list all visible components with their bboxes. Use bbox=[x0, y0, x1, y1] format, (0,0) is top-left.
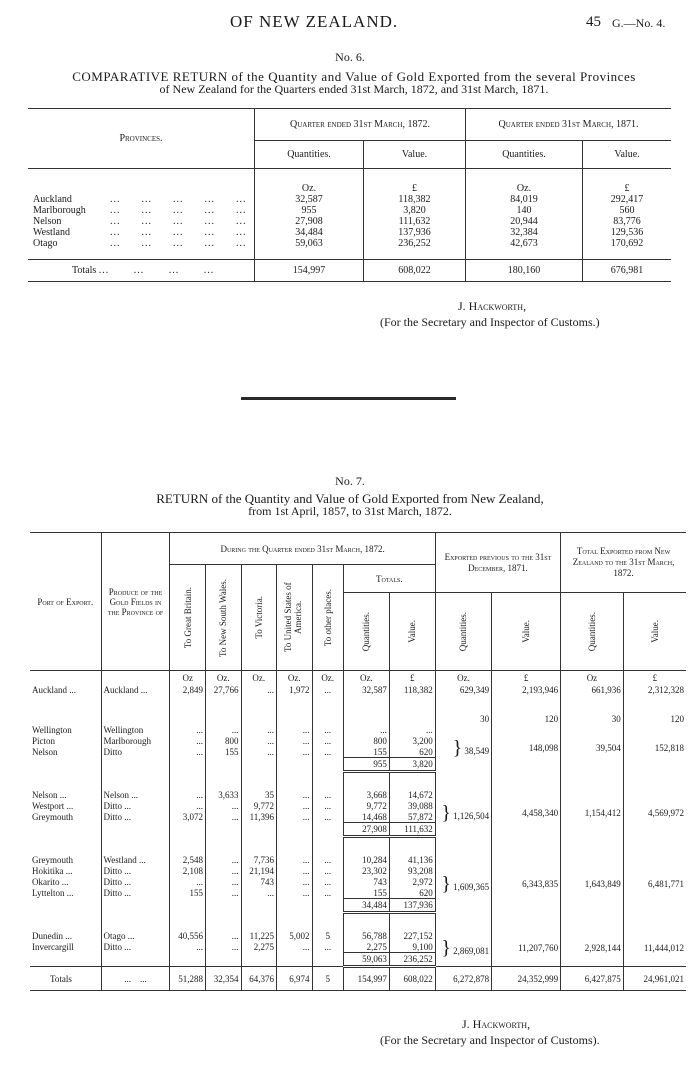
table1-q1: 27,908 bbox=[255, 216, 364, 227]
table2-group-spacer bbox=[30, 837, 686, 855]
table2-row bbox=[30, 931, 686, 942]
table2-subtotal-v: 236,252 bbox=[389, 953, 435, 967]
table2-unit-tot-v: £ bbox=[652, 672, 658, 683]
table2-province: Ditto ... bbox=[101, 866, 170, 877]
table2-cell-q: 10,284 bbox=[343, 855, 389, 866]
table1-col-value-2: Value. bbox=[583, 141, 672, 169]
table2-port: Invercargill bbox=[30, 942, 101, 953]
table2-cell-nsw: ... bbox=[205, 812, 241, 823]
table2-port: Westport ... bbox=[30, 801, 101, 812]
table2-title-line1: RETURN of the Quantity and Value of Gold Exported from New Zealand, bbox=[156, 491, 544, 506]
table2-col-prev-quantities: Quantities. bbox=[435, 593, 491, 671]
table2-cell-usa: ... bbox=[277, 747, 313, 758]
table2-cell-vic: 11,225 bbox=[241, 931, 277, 942]
table2-port: Wellington bbox=[30, 725, 101, 736]
table2-cell-gb: 155 bbox=[170, 888, 206, 899]
table2-tot-q-top: 30 bbox=[561, 714, 624, 725]
table1-quarter1-header: Quarter ended 31st March, 1872. bbox=[255, 109, 466, 141]
table2-number: No. 7. bbox=[335, 474, 365, 488]
table2-total-usa: 6,974 bbox=[277, 967, 313, 991]
table2-unit-gb: Oz bbox=[170, 671, 206, 685]
table2-tot-v: 6,481,771 bbox=[648, 878, 684, 889]
table2-prev-q: } 38,549 bbox=[435, 725, 491, 772]
table2-prev-q-top: 30 bbox=[435, 714, 491, 725]
table2-during-header: During the Quarter ended 31st March, 1872. bbox=[170, 533, 435, 565]
table2-total-v: 608,022 bbox=[389, 967, 435, 991]
table2-cell-vic: 2,275 bbox=[241, 942, 277, 953]
table1-total-q2: 180,160 bbox=[466, 260, 583, 282]
table1-unit-pound-2: £ bbox=[624, 183, 630, 194]
table2-cell-usa: ... bbox=[277, 725, 313, 736]
table2-cell-oth: ... bbox=[312, 942, 343, 953]
table1-q1: 34,484 bbox=[255, 227, 364, 238]
table2-cell-q: 23,302 bbox=[343, 866, 389, 877]
table1-v2: 560 bbox=[619, 205, 635, 216]
table2-cell-nsw: ... bbox=[205, 877, 241, 888]
table1-total-q1: 154,997 bbox=[255, 260, 364, 282]
table2-unit-oth: Oz. bbox=[312, 671, 343, 685]
table2-cell-usa: ... bbox=[277, 790, 313, 801]
table2-cell-usa: ... bbox=[277, 855, 313, 866]
table2-province: Ditto ... bbox=[101, 877, 170, 888]
table1-q2: 84,019 bbox=[466, 194, 583, 205]
table2-group-spacer bbox=[30, 913, 686, 931]
table2-cell-v: 41,136 bbox=[389, 855, 435, 866]
table1-q2: 42,673 bbox=[466, 238, 583, 260]
table2-cell-gb: ... bbox=[170, 736, 206, 747]
table2-prev-q: 629,349 bbox=[435, 685, 491, 696]
table2-cell-oth: ... bbox=[312, 855, 343, 866]
table2-cell-gb: ... bbox=[170, 790, 206, 801]
table2-prev-v: 2,193,946 bbox=[492, 685, 561, 696]
table1-signature-title: (For the Secretary and Inspector of Customs.) bbox=[380, 315, 600, 329]
table1-title-line2: of New Zealand for the Quarters ended 31st March, 1872, and 31st March, 1871. bbox=[159, 82, 549, 96]
table1-q2: 32,384 bbox=[466, 227, 583, 238]
table2-col-tot-quantities: Quantities. bbox=[561, 593, 624, 671]
table1-q2: 20,944 bbox=[466, 216, 583, 227]
table2-cell-nsw: ... bbox=[205, 801, 241, 812]
table1-number: No. 6. bbox=[335, 50, 365, 64]
table2-tot-q: 39,504 bbox=[561, 725, 624, 772]
table1-province-name: Marlborough ... ... ... ... ... bbox=[28, 205, 255, 216]
table2-dest-new-south-wales: To New South Wales. bbox=[205, 565, 241, 671]
table2-cell-oth: ... bbox=[312, 747, 343, 758]
table2-row bbox=[30, 855, 686, 866]
table2-col-quantities: Quantities. bbox=[343, 593, 389, 671]
table2-unit-prev-q: Oz. bbox=[435, 671, 491, 685]
table2-cell-gb: 2,108 bbox=[170, 866, 206, 877]
table2-row bbox=[30, 790, 686, 801]
table2-cell-vic: 11,396 bbox=[241, 812, 277, 823]
table2-cell-v: 57,872 bbox=[389, 812, 435, 823]
table2-cell-nsw: 155 bbox=[205, 747, 241, 758]
table1-row bbox=[28, 216, 671, 227]
table1-province-name: Nelson ... ... ... ... ... bbox=[28, 216, 255, 227]
table2-cell-vic: ... bbox=[241, 685, 277, 696]
table2-unit-prev-v: £ bbox=[492, 671, 561, 685]
table1-v1: 118,382 bbox=[364, 194, 466, 205]
table2-province: Ditto bbox=[101, 747, 170, 758]
table2-port: Picton bbox=[30, 736, 101, 747]
table2-total-vic: 64,376 bbox=[241, 967, 277, 991]
table2-cell-gb: 2,849 bbox=[170, 685, 206, 696]
table2-cell-q: 155 bbox=[343, 888, 389, 899]
table1-unit-oz-2: Oz. bbox=[466, 169, 583, 195]
table2-cell-nsw: 3,633 bbox=[205, 790, 241, 801]
table2-province: Westland ... bbox=[101, 855, 170, 866]
table2-subtotal-q: 955 bbox=[343, 758, 389, 772]
table2-cell-nsw: ... bbox=[205, 866, 241, 877]
table2-cell-usa: ... bbox=[277, 877, 313, 888]
table2-totals-dots: ... ... bbox=[101, 967, 170, 991]
table2-produce-header: Produce of the Gold Fields in the Province of bbox=[101, 533, 170, 671]
table2-province: Wellington bbox=[101, 725, 170, 736]
table1 bbox=[28, 108, 671, 282]
table2-cell-oth: 5 bbox=[312, 931, 343, 942]
section-divider bbox=[241, 397, 456, 400]
table2-cell-q: 32,587 bbox=[343, 685, 389, 696]
table2-col-value: Value. bbox=[389, 593, 435, 671]
table2-province: Auckland ... bbox=[101, 685, 170, 696]
table2-cell-v: 93,208 bbox=[389, 866, 435, 877]
table2-cell-q: 3,668 bbox=[343, 790, 389, 801]
table2-totals-header: Totals. bbox=[343, 565, 435, 593]
table2-cell-oth: ... bbox=[312, 877, 343, 888]
table2-unit-tot-q: Oz bbox=[561, 671, 624, 685]
table1-q1: 59,063 bbox=[255, 238, 364, 260]
table2-cell-v: 620 bbox=[389, 888, 435, 899]
brace-icon: } bbox=[441, 937, 451, 960]
table2-cell-gb: ... bbox=[170, 942, 206, 953]
table2-dest-great-britain: To Great Britain. bbox=[170, 565, 206, 671]
table2-cell-oth: ... bbox=[312, 888, 343, 899]
table2-port: Hokitika ... bbox=[30, 866, 101, 877]
table2-cell-vic: 743 bbox=[241, 877, 277, 888]
table2-prev-v: 148,098 bbox=[492, 725, 561, 772]
table1-row bbox=[28, 205, 671, 216]
table2-province: Ditto ... bbox=[101, 942, 170, 953]
page-header bbox=[0, 12, 700, 34]
table2-cell-gb: ... bbox=[170, 747, 206, 758]
table2-cell-oth: ... bbox=[312, 801, 343, 812]
table2-cell-nsw: ... bbox=[205, 942, 241, 953]
table2-cell-usa: 1,972 bbox=[277, 685, 313, 696]
table2-col-prev-value: Value. bbox=[492, 593, 561, 671]
table2-cell-q: ... bbox=[343, 725, 389, 736]
table2-tot-v: 2,312,328 bbox=[648, 685, 684, 695]
table2-cell-nsw: ... bbox=[205, 725, 241, 736]
table2-subtotal-q: 27,908 bbox=[343, 823, 389, 837]
table2-cell-gb: ... bbox=[170, 877, 206, 888]
table1-province-name: Westland ... ... ... ... ... bbox=[28, 227, 255, 238]
table2-subtotal-q: 59,063 bbox=[343, 953, 389, 967]
table2-cell-oth: ... bbox=[312, 790, 343, 801]
table1-quarter2-header: Quarter ended 31st March, 1871. bbox=[466, 109, 672, 141]
table2-cell-usa: ... bbox=[277, 942, 313, 953]
page-title: OF NEW ZEALAND. bbox=[230, 12, 399, 31]
table2-signature-name: J. Hackworth, bbox=[462, 1017, 531, 1031]
table2-row-top bbox=[30, 714, 686, 725]
table1-provinces-header: Provinces. bbox=[28, 109, 255, 169]
table2-unit-usa: Oz. bbox=[277, 671, 313, 685]
table2-tot-q: 1,643,849 bbox=[561, 855, 624, 913]
table2-cell-nsw: ... bbox=[205, 855, 241, 866]
table2-subtotal-v: 137,936 bbox=[389, 899, 435, 913]
table2-title-line2: from 1st April, 1857, to 31st March, 1872. bbox=[248, 504, 452, 518]
table2-port: Greymouth bbox=[30, 855, 101, 866]
table1-v1: 111,632 bbox=[364, 216, 466, 227]
table2-totals-label: Totals bbox=[30, 967, 101, 991]
table2-cell-vic: ... bbox=[241, 736, 277, 747]
table2-cell-q: 9,772 bbox=[343, 801, 389, 812]
table2-cell-nsw: 27,766 bbox=[205, 685, 241, 696]
table2-province: Ditto ... bbox=[101, 888, 170, 899]
table2-total-gb: 51,288 bbox=[170, 967, 206, 991]
table2-port: Nelson bbox=[30, 747, 101, 758]
table2-port: Lyttelton ... bbox=[30, 888, 101, 899]
table2-cell-v: 227,152 bbox=[389, 931, 435, 942]
table2-cell-usa: ... bbox=[277, 866, 313, 877]
table2-tot-v-top: 120 bbox=[670, 714, 684, 724]
table2-group-spacer bbox=[30, 696, 686, 714]
table2-cell-usa: ... bbox=[277, 801, 313, 812]
table2-dest-other: To other places. bbox=[312, 565, 343, 671]
table1-title-line1: COMPARATIVE RETURN of the Quantity and Value of Gold Exported from the several Provinces bbox=[72, 69, 636, 84]
table2-cell-usa: ... bbox=[277, 736, 313, 747]
table2-cell-vic: 9,772 bbox=[241, 801, 277, 812]
table2-cell-q: 56,788 bbox=[343, 931, 389, 942]
table1-v1: 236,252 bbox=[364, 238, 466, 260]
table1-province-name: Otago ... ... ... ... ... bbox=[28, 238, 255, 260]
table1-q1: 32,587 bbox=[255, 194, 364, 205]
table1-totals-label: Totals ... ... ... ... bbox=[28, 260, 255, 282]
table1-col-value-1: Value. bbox=[364, 141, 466, 169]
table2-province: Otago ... bbox=[101, 931, 170, 942]
table1-row bbox=[28, 227, 671, 238]
table2-signature-title: (For the Secretary and Inspector of Customs). bbox=[380, 1033, 600, 1047]
table2-cell-gb: ... bbox=[170, 725, 206, 736]
table1-total-v2: 676,981 bbox=[583, 260, 672, 282]
table2-cell-v: 118,382 bbox=[389, 685, 435, 696]
table2-cell-gb: 3,072 bbox=[170, 812, 206, 823]
table2-cell-oth: ... bbox=[312, 866, 343, 877]
table2-port: Greymouth bbox=[30, 812, 101, 823]
table2-tot-v: 4,569,972 bbox=[648, 808, 684, 818]
table2-tot-q: 2,928,144 bbox=[561, 931, 624, 967]
table2-tot-q: 1,154,412 bbox=[561, 790, 624, 837]
table2-cell-usa: ... bbox=[277, 812, 313, 823]
table2-cell-vic: 35 bbox=[241, 790, 277, 801]
table2-cell-usa: ... bbox=[277, 888, 313, 899]
table1-signature bbox=[380, 298, 640, 330]
table2-cell-v: 3,200 bbox=[389, 736, 435, 747]
table2-total-exported-header: Total Exported from New Zealand to the 31st March, 1872. bbox=[561, 533, 686, 593]
table1-v2: 292,417 bbox=[610, 194, 644, 205]
table2-cell-v: 620 bbox=[389, 747, 435, 758]
table2-cell-v: 9,100 bbox=[389, 942, 435, 953]
document-reference: G.—No. 4. bbox=[612, 16, 666, 30]
table2-total-prev-v: 24,352,999 bbox=[492, 967, 561, 991]
table2-total-prev-q: 6,272,878 bbox=[435, 967, 491, 991]
table2-cell-oth: ... bbox=[312, 685, 343, 696]
table2-cell-nsw: ... bbox=[205, 888, 241, 899]
table2-cell-nsw: ... bbox=[205, 931, 241, 942]
table2-port: Auckland ... bbox=[30, 685, 101, 696]
table1-v2: 129,536 bbox=[610, 227, 644, 238]
table2-unit-v: £ bbox=[389, 671, 435, 685]
table2-prev-v: 4,458,340 bbox=[492, 790, 561, 837]
table2-total-q: 154,997 bbox=[343, 967, 389, 991]
table2-cell-gb: 2,548 bbox=[170, 855, 206, 866]
table2-province: Nelson ... bbox=[101, 790, 170, 801]
table2-total-nsw: 32,354 bbox=[205, 967, 241, 991]
table2-dest-usa: To United States of America. bbox=[277, 565, 313, 671]
table2-cell-v: 39,088 bbox=[389, 801, 435, 812]
table2-cell-oth: ... bbox=[312, 736, 343, 747]
table2-total-oth: 5 bbox=[312, 967, 343, 991]
table2-dest-victoria: To Victoria. bbox=[241, 565, 277, 671]
table2-cell-q: 800 bbox=[343, 736, 389, 747]
table2-cell-usa: 5,002 bbox=[277, 931, 313, 942]
table2-port: Dunedin ... bbox=[30, 931, 101, 942]
table1-unit-oz-1: Oz. bbox=[255, 169, 364, 195]
table2-group-spacer bbox=[30, 772, 686, 790]
table2-prev-v-top: 120 bbox=[492, 714, 561, 725]
table2-province: Ditto ... bbox=[101, 812, 170, 823]
table1-total-v1: 608,022 bbox=[364, 260, 466, 282]
table2-prev-q: } 2,869,081 bbox=[435, 931, 491, 967]
table1-row bbox=[28, 238, 671, 260]
table2-exported-previous-header: Exported previous to the 31st December, 1871. bbox=[435, 533, 560, 593]
table2-cell-q: 155 bbox=[343, 747, 389, 758]
table1-col-quantities-1: Quantities. bbox=[255, 141, 364, 169]
table2-unit-q: Oz. bbox=[343, 671, 389, 685]
table2-cell-vic: ... bbox=[241, 747, 277, 758]
table2-subtotal-v: 111,632 bbox=[389, 823, 435, 837]
table2-cell-gb: 40,556 bbox=[170, 931, 206, 942]
table2-tot-v: 152,818 bbox=[654, 743, 684, 753]
table2-cell-v: 2,972 bbox=[389, 877, 435, 888]
table1-v2: 170,692 bbox=[610, 238, 644, 249]
table2-subtotal-v: 3,820 bbox=[389, 758, 435, 772]
table2-cell-q: 14,468 bbox=[343, 812, 389, 823]
brace-icon: } bbox=[441, 802, 451, 824]
table2-prev-q: } 1,126,504 bbox=[435, 790, 491, 837]
table2-province: Marlborough bbox=[101, 736, 170, 747]
table1-v2: 83,776 bbox=[613, 216, 641, 227]
table2-row bbox=[30, 685, 686, 696]
table2-port-header: Port of Export. bbox=[30, 533, 101, 671]
table2 bbox=[30, 532, 686, 991]
table2-cell-gb: ... bbox=[170, 801, 206, 812]
table2-prev-v: 6,343,835 bbox=[492, 855, 561, 913]
table2-cell-q: 743 bbox=[343, 877, 389, 888]
table2-title bbox=[0, 492, 700, 518]
table2-prev-v: 11,207,760 bbox=[492, 931, 561, 967]
table2-unit-nsw: Oz. bbox=[205, 671, 241, 685]
table2-province: Ditto ... bbox=[101, 801, 170, 812]
table2-signature bbox=[380, 1016, 670, 1048]
table1-v1: 3,820 bbox=[364, 205, 466, 216]
brace-icon: } bbox=[441, 872, 451, 895]
table2-subtotal-q: 34,484 bbox=[343, 899, 389, 913]
table2-prev-q: } 1,609,365 bbox=[435, 855, 491, 913]
table2-cell-q: 2,275 bbox=[343, 942, 389, 953]
table2-port: Okarito ... bbox=[30, 877, 101, 888]
table2-cell-vic: ... bbox=[241, 725, 277, 736]
table2-cell-oth: ... bbox=[312, 812, 343, 823]
table2-cell-v: ... bbox=[389, 725, 435, 736]
table2-port: Nelson ... bbox=[30, 790, 101, 801]
table2-unit-vic: Oz. bbox=[241, 671, 277, 685]
table1-q1: 955 bbox=[255, 205, 364, 216]
table2-col-tot-value: Value. bbox=[623, 593, 686, 671]
table2-total-tot-v: 24,961,021 bbox=[623, 967, 686, 991]
table1-col-quantities-2: Quantities. bbox=[466, 141, 583, 169]
table1-title bbox=[18, 70, 690, 96]
table2-row bbox=[30, 725, 686, 736]
table1-row bbox=[28, 194, 671, 205]
table2-cell-vic: 7,736 bbox=[241, 855, 277, 866]
table1-province-name: Auckland ... ... ... ... ... bbox=[28, 194, 255, 205]
table2-tot-q: 661,936 bbox=[561, 685, 624, 696]
table2-total-tot-q: 6,427,875 bbox=[561, 967, 624, 991]
table2-cell-oth: ... bbox=[312, 725, 343, 736]
table1-unit-pound-1: £ bbox=[364, 169, 466, 195]
table2-cell-vic: ... bbox=[241, 888, 277, 899]
brace-icon: } bbox=[452, 737, 463, 759]
page-number: 45 bbox=[586, 14, 601, 30]
table2-cell-v: 14,672 bbox=[389, 790, 435, 801]
table1-signature-name: J. Hackworth, bbox=[458, 299, 527, 313]
table1-q2: 140 bbox=[466, 205, 583, 216]
table2-cell-nsw: 800 bbox=[205, 736, 241, 747]
table1-v1: 137,936 bbox=[364, 227, 466, 238]
table2-tot-v: 11,444,012 bbox=[643, 943, 684, 954]
table2-cell-vic: 21,194 bbox=[241, 866, 277, 877]
